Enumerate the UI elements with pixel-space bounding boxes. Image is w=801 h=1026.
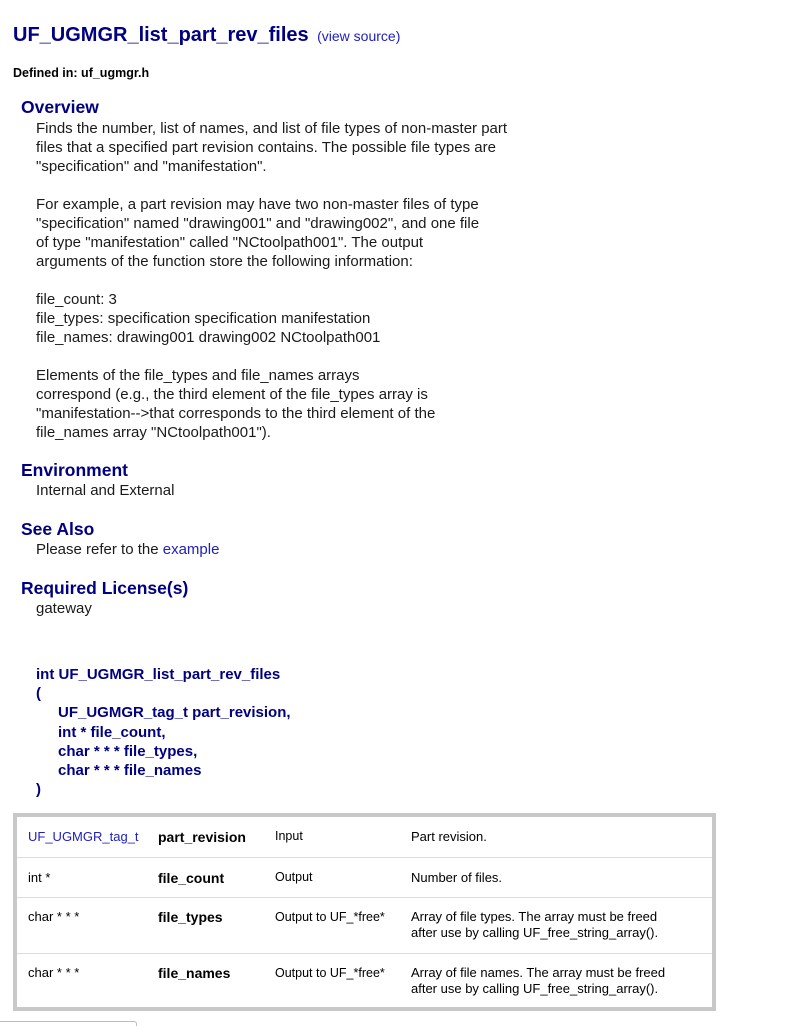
param-name: file_count	[158, 857, 275, 897]
environment-text: Internal and External	[36, 482, 175, 499]
param-direction: Input	[275, 817, 411, 857]
overview-paragraph: Elements of the file_types and file_names arrays correspond (e.g., the third element of the file_types array is "manifestation-->that corresponds to the third element of the file_names array "NCtoolpath001").	[36, 367, 436, 441]
prototype-open-paren: (	[36, 685, 41, 703]
defined-in: Defined in: uf_ugmgr.h	[13, 66, 150, 80]
overview-paragraph: For example, a part revision may have two non-master files of type "specification" named "drawing001" and "drawing002", and one file of type "manifestation" called "NCtoolpath001". The output arguments of the function store the following information:	[36, 196, 480, 270]
table-row	[17, 953, 712, 1011]
param-type: int *	[17, 857, 158, 897]
license-text: gateway	[36, 600, 92, 617]
footer-edge	[0, 1021, 137, 1026]
param-name: file_types	[158, 897, 275, 953]
table-row	[17, 857, 712, 897]
prototype-arg: int * file_count,	[58, 723, 166, 741]
param-type: char * * *	[17, 897, 158, 953]
param-name: part_revision	[158, 817, 275, 857]
overview-body	[36, 119, 507, 442]
page-header	[13, 24, 400, 47]
param-direction: Output to UF_*free*	[275, 897, 411, 953]
param-description: Part revision.	[411, 817, 712, 857]
page-title: UF_UGMGR_list_part_rev_files	[13, 24, 309, 46]
prototype-signature: int UF_UGMGR_list_part_rev_files	[36, 666, 281, 683]
table-row	[17, 897, 712, 953]
overview-paragraph: Finds the number, list of names, and list of file types of non-master part files that a specified part revision contains. The possible file types are "specification" and "manifestation".	[36, 120, 508, 175]
parameters-table	[17, 817, 712, 1011]
param-type: char * * *	[28, 964, 80, 980]
param-name: file_names	[158, 964, 231, 981]
see-also-text: Please refer to the example	[36, 541, 220, 558]
see-also-heading: See Also	[21, 519, 95, 539]
prototype-arg: char * * * file_names	[58, 762, 202, 780]
environment-heading: Environment	[21, 460, 128, 480]
prototype-arg: char * * * file_types,	[58, 742, 198, 760]
license-heading: Required License(s)	[21, 578, 189, 598]
view-source-link[interactable]: (view source)	[317, 28, 401, 44]
overview-paragraph: file_count: 3 file_types: specification specification manifestation file_names: drawing001 drawing002 NCtoolpath001	[36, 291, 381, 346]
prototype-arg: UF_UGMGR_tag_t part_revision,	[58, 704, 291, 722]
param-type-link[interactable]: UF_UGMGR_tag_t	[28, 829, 139, 844]
parameters-table-container	[13, 813, 716, 1011]
prototype-close-paren: )	[36, 781, 41, 799]
param-direction: Output to UF_*free*	[275, 965, 385, 980]
param-description: Array of file types. The array must be freed after use by calling UF_free_string_array().	[411, 897, 712, 953]
example-link[interactable]: example	[162, 541, 220, 558]
table-row	[17, 817, 712, 857]
param-description: Number of files.	[411, 857, 712, 897]
param-direction: Output	[275, 857, 411, 897]
param-description: Array of file names. The array must be freed after use by calling UF_free_string_array().	[411, 964, 666, 996]
function-prototype	[36, 665, 291, 799]
overview-heading: Overview	[21, 97, 99, 117]
